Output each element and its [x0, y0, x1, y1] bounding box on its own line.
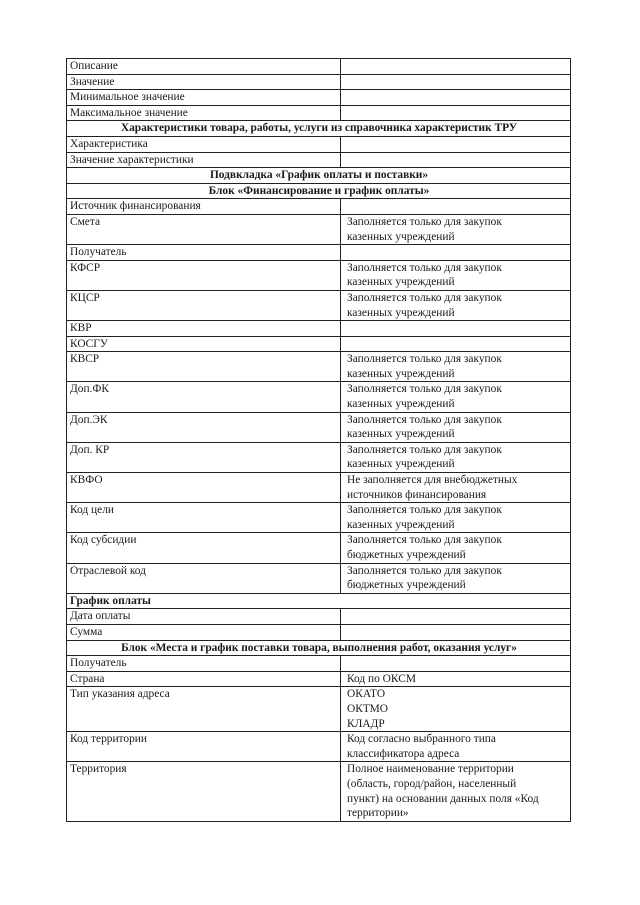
field-note-line: Не заполняется для внебюджетных	[347, 474, 518, 487]
field-name-cell: КФСР	[67, 260, 341, 290]
field-note-cell	[341, 59, 571, 75]
field-name-cell: Доп. КР	[67, 442, 341, 472]
table-row	[67, 382, 571, 412]
field-name-cell: Дата оплаты	[67, 609, 341, 625]
field-name-cell: Код цели	[67, 503, 341, 533]
table-row	[67, 90, 571, 106]
field-name-cell: Минимальное значение	[67, 90, 341, 106]
field-name-cell: Значение	[67, 74, 341, 90]
table-row	[67, 260, 571, 290]
field-note-line: казенных учреждений	[347, 428, 455, 441]
field-name-cell: Тип указания адреса	[67, 687, 341, 732]
field-note-cell	[341, 136, 571, 152]
field-note-cell	[341, 199, 571, 215]
field-name-cell: Код субсидии	[67, 533, 341, 563]
field-name-cell: КОСГУ	[67, 336, 341, 352]
field-note-cell	[341, 412, 571, 442]
table-row	[67, 533, 571, 563]
field-note-cell	[341, 762, 571, 821]
table-row	[67, 762, 571, 821]
table-row	[67, 609, 571, 625]
table-row	[67, 352, 571, 382]
field-note-line: Заполняется только для закупок	[347, 291, 502, 304]
field-note-line: классификатора адреса	[347, 747, 460, 760]
field-note-line: ОКТМО	[347, 702, 388, 715]
field-note-cell	[341, 290, 571, 320]
field-note-line: КЛАДР	[347, 717, 385, 730]
field-note-line: Заполняется только для закупок	[347, 443, 502, 456]
table-row	[67, 563, 571, 593]
field-name-cell: Смета	[67, 214, 341, 244]
section-title: График оплаты	[67, 593, 571, 609]
field-name-cell: Описание	[67, 59, 341, 75]
field-note-cell	[341, 74, 571, 90]
field-note-cell	[341, 563, 571, 593]
table-row	[67, 624, 571, 640]
field-note-line: Заполняется только для закупок	[347, 504, 502, 517]
section-header-row	[67, 640, 571, 656]
section-header-row	[67, 168, 571, 184]
field-note-cell	[341, 105, 571, 121]
field-name-cell: Получатель	[67, 245, 341, 261]
field-note-line: Код согласно выбранного типа	[347, 733, 496, 746]
field-note-line: Заполняется только для закупок	[347, 534, 502, 547]
field-name-cell: КВР	[67, 321, 341, 337]
field-note-line: казенных учреждений	[347, 367, 455, 380]
field-name-cell: КВСР	[67, 352, 341, 382]
field-note-line: пункт) на основании данных поля «Код	[347, 792, 539, 805]
field-note-line: территории»	[347, 807, 409, 820]
field-note-line: бюджетных учреждений	[347, 549, 466, 561]
table-row	[67, 245, 571, 261]
field-note-line: бюджетных учреждений	[347, 579, 466, 592]
field-note-line: казенных учреждений	[347, 518, 455, 531]
field-note-cell	[341, 321, 571, 337]
field-note-line: ОКАТО	[347, 688, 386, 701]
requirements-table	[66, 58, 571, 822]
field-note-cell	[341, 687, 571, 732]
field-name-cell: Источник финансирования	[67, 199, 341, 215]
section-title: Подвкладка «График оплаты и поставки»	[67, 168, 571, 184]
field-note-line: Заполняется только для закупок	[347, 215, 502, 228]
field-note-cell	[341, 214, 571, 244]
field-name-cell: КВФО	[67, 473, 341, 503]
table-row	[67, 199, 571, 215]
table-row	[67, 336, 571, 352]
table-row	[67, 321, 571, 337]
field-note-line: источников финансирования	[347, 488, 487, 501]
field-name-cell: Код территории	[67, 732, 341, 762]
field-note-line: Код по ОКСМ	[347, 672, 416, 685]
field-note-cell	[341, 442, 571, 472]
subsection-header-row	[67, 593, 571, 609]
table-row	[67, 732, 571, 762]
field-note-line: Полное наименование территории	[347, 763, 514, 776]
field-name-cell: Получатель	[67, 656, 341, 672]
table-row	[67, 290, 571, 320]
section-header-row	[67, 121, 571, 137]
field-name-cell: Значение характеристики	[67, 152, 341, 168]
field-note-line: казенных учреждений	[347, 230, 455, 243]
section-title: Характеристики товара, работы, услуги из справочника характеристик ТРУ	[67, 121, 571, 137]
section-title: Блок «Места и график поставки товара, выполнения работ, оказания услуг»	[67, 640, 571, 656]
field-note-cell	[341, 732, 571, 762]
table-row	[67, 152, 571, 168]
table-row	[67, 105, 571, 121]
field-note-line: (область, город/район, населенный	[347, 777, 517, 790]
field-name-cell: Сумма	[67, 624, 341, 640]
table-row	[67, 214, 571, 244]
field-note-line: Заполняется только для закупок	[347, 261, 502, 274]
field-note-cell	[341, 609, 571, 625]
table-row	[67, 74, 571, 90]
field-note-cell	[341, 352, 571, 382]
table-row	[67, 473, 571, 503]
section-header-row	[67, 183, 571, 199]
table-row	[67, 671, 571, 687]
field-note-cell	[341, 382, 571, 412]
field-name-cell: Отраслевой код	[67, 563, 341, 593]
field-name-cell: Доп.ФК	[67, 382, 341, 412]
field-note-cell	[341, 245, 571, 261]
field-note-line: Заполняется только для закупок	[347, 353, 502, 366]
field-name-cell: Характеристика	[67, 136, 341, 152]
field-note-cell	[341, 533, 571, 563]
table-row	[67, 503, 571, 533]
table-row	[67, 136, 571, 152]
field-note-line: Заполняется только для закупок	[347, 383, 502, 396]
field-note-line: казенных учреждений	[347, 306, 455, 319]
field-note-cell	[341, 260, 571, 290]
field-note-cell	[341, 624, 571, 640]
field-name-cell: Доп.ЭК	[67, 412, 341, 442]
field-note-line: Заполняется только для закупок	[347, 564, 502, 577]
field-name-cell: Территория	[67, 762, 341, 821]
field-note-cell	[341, 503, 571, 533]
field-note-cell	[341, 656, 571, 672]
table-row	[67, 656, 571, 672]
field-note-line: казенных учреждений	[347, 398, 455, 411]
table-row	[67, 442, 571, 472]
field-name-cell: Максимальное значение	[67, 105, 341, 121]
field-note-cell	[341, 152, 571, 168]
field-note-line: казенных учреждений	[347, 458, 455, 471]
section-title: Блок «Финансирование и график оплаты»	[67, 183, 571, 199]
field-note-cell	[341, 671, 571, 687]
field-note-line: казенных учреждений	[347, 276, 455, 289]
field-note-cell	[341, 473, 571, 503]
table-row	[67, 687, 571, 732]
table-row	[67, 59, 571, 75]
table-row	[67, 412, 571, 442]
field-note-cell	[341, 336, 571, 352]
field-name-cell: Страна	[67, 671, 341, 687]
field-note-line: Заполняется только для закупок	[347, 413, 502, 426]
field-name-cell: КЦСР	[67, 290, 341, 320]
field-note-cell	[341, 90, 571, 106]
